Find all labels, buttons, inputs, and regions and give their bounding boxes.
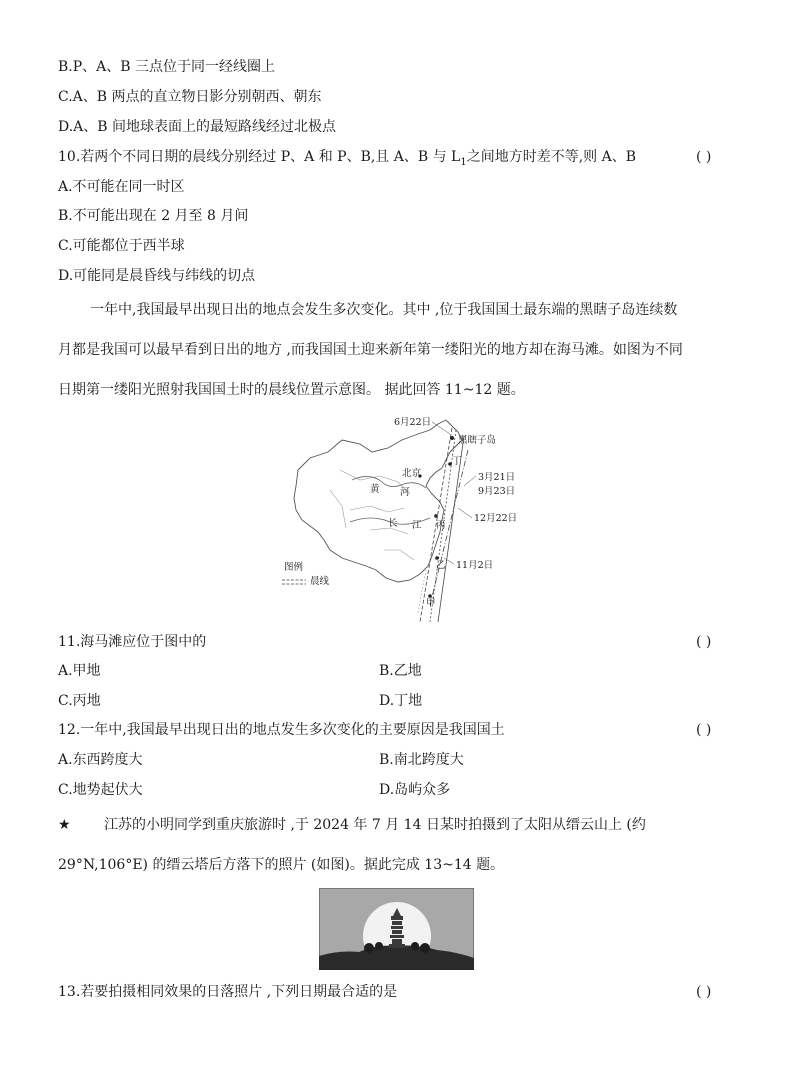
photo-svg	[319, 888, 474, 970]
legend-label: 晨线	[310, 576, 330, 587]
q10-option-b: B.不可能出现在 2 月至 8 月间	[58, 208, 249, 224]
label-sep23: 9月23日	[478, 486, 516, 497]
q10-stem	[58, 147, 636, 173]
star-marker: ★	[58, 817, 71, 833]
q11-option-b: B.乙地	[379, 663, 422, 679]
dawn-line-map	[280, 410, 520, 625]
leader-mar21	[464, 476, 476, 486]
label-dec22: 12月22日	[474, 513, 518, 524]
label-jia: 甲	[426, 598, 436, 609]
q13-answer-bracket: ( )	[696, 984, 712, 1000]
q11-stem: 11.海马滩应位于图中的	[58, 634, 207, 650]
point-bing	[434, 514, 438, 518]
option-b-line: B.P、A、B 三点位于同一经线圈上	[58, 59, 276, 75]
q12-option-b: B.南北跨度大	[379, 752, 464, 768]
q10-stem-part2: 之间地方时差不等,则 A、B	[466, 149, 637, 165]
q10-option-d: D.可能同是晨昏线与纬线的切点	[58, 268, 256, 284]
q12-option-d: D.岛屿众多	[379, 782, 451, 798]
label-mar21: 3月21日	[478, 472, 516, 483]
q12-stem: 12.一年中,我国最早出现日出的地点发生多次变化的主要原因是我国国土	[58, 722, 505, 738]
label-nov2: 11月2日	[456, 560, 494, 571]
q11-option-c: C.丙地	[58, 693, 101, 709]
q11-option-a: A.甲地	[58, 663, 101, 679]
leader-jun22	[432, 422, 450, 434]
label-yi: 乙	[436, 560, 446, 571]
label-beijing: 北京	[402, 468, 422, 479]
label-huang: 黄	[370, 484, 380, 495]
q12-answer-bracket: ( )	[696, 722, 712, 738]
legend-title: 图例	[284, 562, 304, 573]
q10-stem-part1: 10.若两个不同日期的晨线分别经过 P、A 和 P、B,且 A、B 与 L	[58, 149, 461, 165]
label-bing: 丙	[436, 520, 446, 531]
q13-stem: 13.若要拍摄相同效果的日落照片 ,下列日期最合适的是	[58, 984, 398, 1000]
label-jiang: 江	[412, 520, 422, 531]
label-island: 黑瞎子岛	[458, 435, 497, 446]
sunset-pagoda-photo	[319, 888, 474, 970]
passage2-line2: 29°N,106°E) 的缙云塔后方落下的照片 (如图)。据此完成 13~14 题。	[58, 857, 505, 873]
q11-option-d: D.丁地	[379, 693, 423, 709]
q12-option-c: C.地势起伏大	[58, 782, 143, 798]
q11-answer-bracket: ( )	[696, 634, 712, 650]
passage1-line3: 日期第一缕阳光照射我国国土时的晨线位置示意图。 据此回答 11~12 题。	[58, 382, 525, 398]
option-d-line: D.A、B 间地球表面上的最短路线经过北极点	[58, 119, 337, 135]
leader-dec22	[458, 508, 472, 518]
q10-option-a: A.不可能在同一时区	[58, 179, 185, 195]
label-jun22: 6月22日	[394, 417, 432, 428]
q10-answer-bracket: ( )	[696, 149, 712, 165]
passage2-line1: 江苏的小明同学到重庆旅游时 ,于 2024 年 7 月 14 日某时拍摄到了太阳从缙云山上 (约	[104, 817, 646, 833]
label-chang: 长	[388, 518, 398, 529]
q12-option-a: A.东西跨度大	[58, 752, 143, 768]
passage1-line1: 一年中,我国最早出现日出的地点会发生多次变化。其中 ,位于我国国土最东端的黑瞎子岛连续数	[90, 302, 678, 318]
point-island	[450, 436, 454, 440]
label-he: 河	[400, 487, 410, 498]
q10-stem-subscript: 1	[460, 156, 467, 168]
option-c-line: C.A、B 两点的直立物日影分别朝西、朝东	[58, 89, 322, 105]
label-ding: 丁	[452, 456, 462, 467]
q10-option-c: C.可能都位于西半球	[58, 238, 185, 254]
passage1-line2: 月都是我国可以最早看到日出的地方 ,而我国国土迎来新年第一缕阳光的地方却在海马滩。如图为不同	[58, 342, 683, 358]
